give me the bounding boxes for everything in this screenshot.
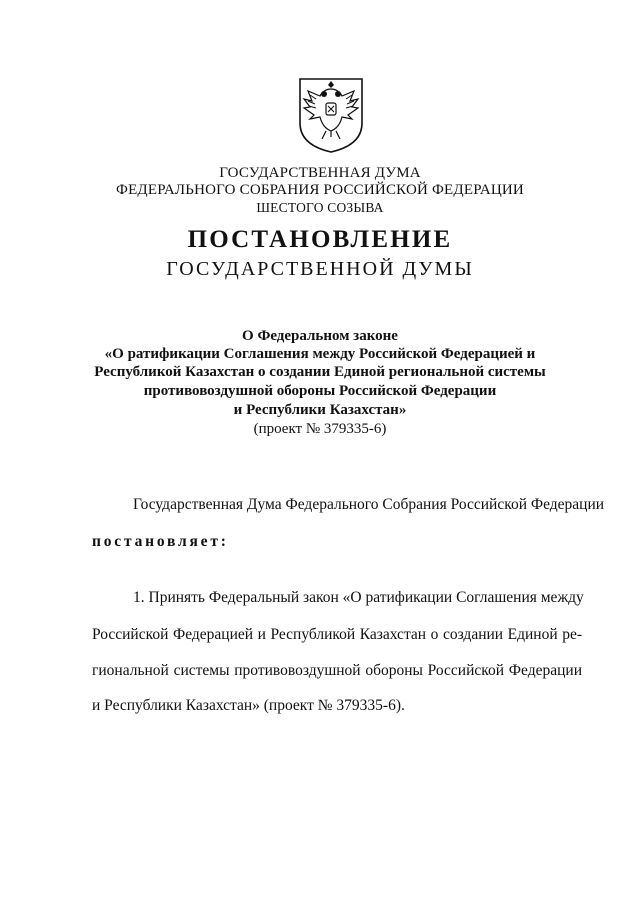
resolves-word: постановляет: <box>92 533 229 550</box>
org-name-line1: ГОСУДАРСТВЕННАЯ ДУМА <box>219 165 421 181</box>
subject-line-5: и Республики Казахстан» <box>233 402 407 418</box>
item1-line-2: Российской Федерацией и Республикой Казахстан о создании Единой ре- <box>92 626 582 643</box>
item1-line-4: и Республики Казахстан» (проект № 379335-6). <box>92 697 405 714</box>
subject-line-1: О Федеральном законе <box>242 328 398 344</box>
convocation: ШЕСТОГО СОЗЫВА <box>256 200 384 215</box>
subject-line-4: противовоздушной обороны Российской Федерации <box>143 383 497 399</box>
issuer-subtitle: ГОСУДАРСТВЕННОЙ ДУМЫ <box>166 258 474 280</box>
org-name-line2: ФЕДЕРАЛЬНОГО СОБРАНИЯ РОССИЙСКОЙ ФЕДЕРАЦИИ <box>116 182 524 198</box>
project-number: (проект № 379335-6) <box>253 421 387 437</box>
subject-line-3: Республикой Казахстан о создании Единой региональной системы <box>94 364 546 380</box>
preamble-text: Государственная Дума Федерального Собрания Российской Федерации <box>133 496 605 513</box>
item1-line-1: 1. Принять Федеральный закон «О ратификации Соглашения между <box>133 589 584 606</box>
item1-line-3: гиональной системы противовоздушной обороны Российской Федерации <box>92 662 582 679</box>
subject-line-2: «О ратификации Соглашения между Российской Федерацией и <box>104 346 536 362</box>
document-type-title: ПОСТАНОВЛЕНИЕ <box>187 226 453 253</box>
coat-of-arms-emblem <box>296 75 366 155</box>
